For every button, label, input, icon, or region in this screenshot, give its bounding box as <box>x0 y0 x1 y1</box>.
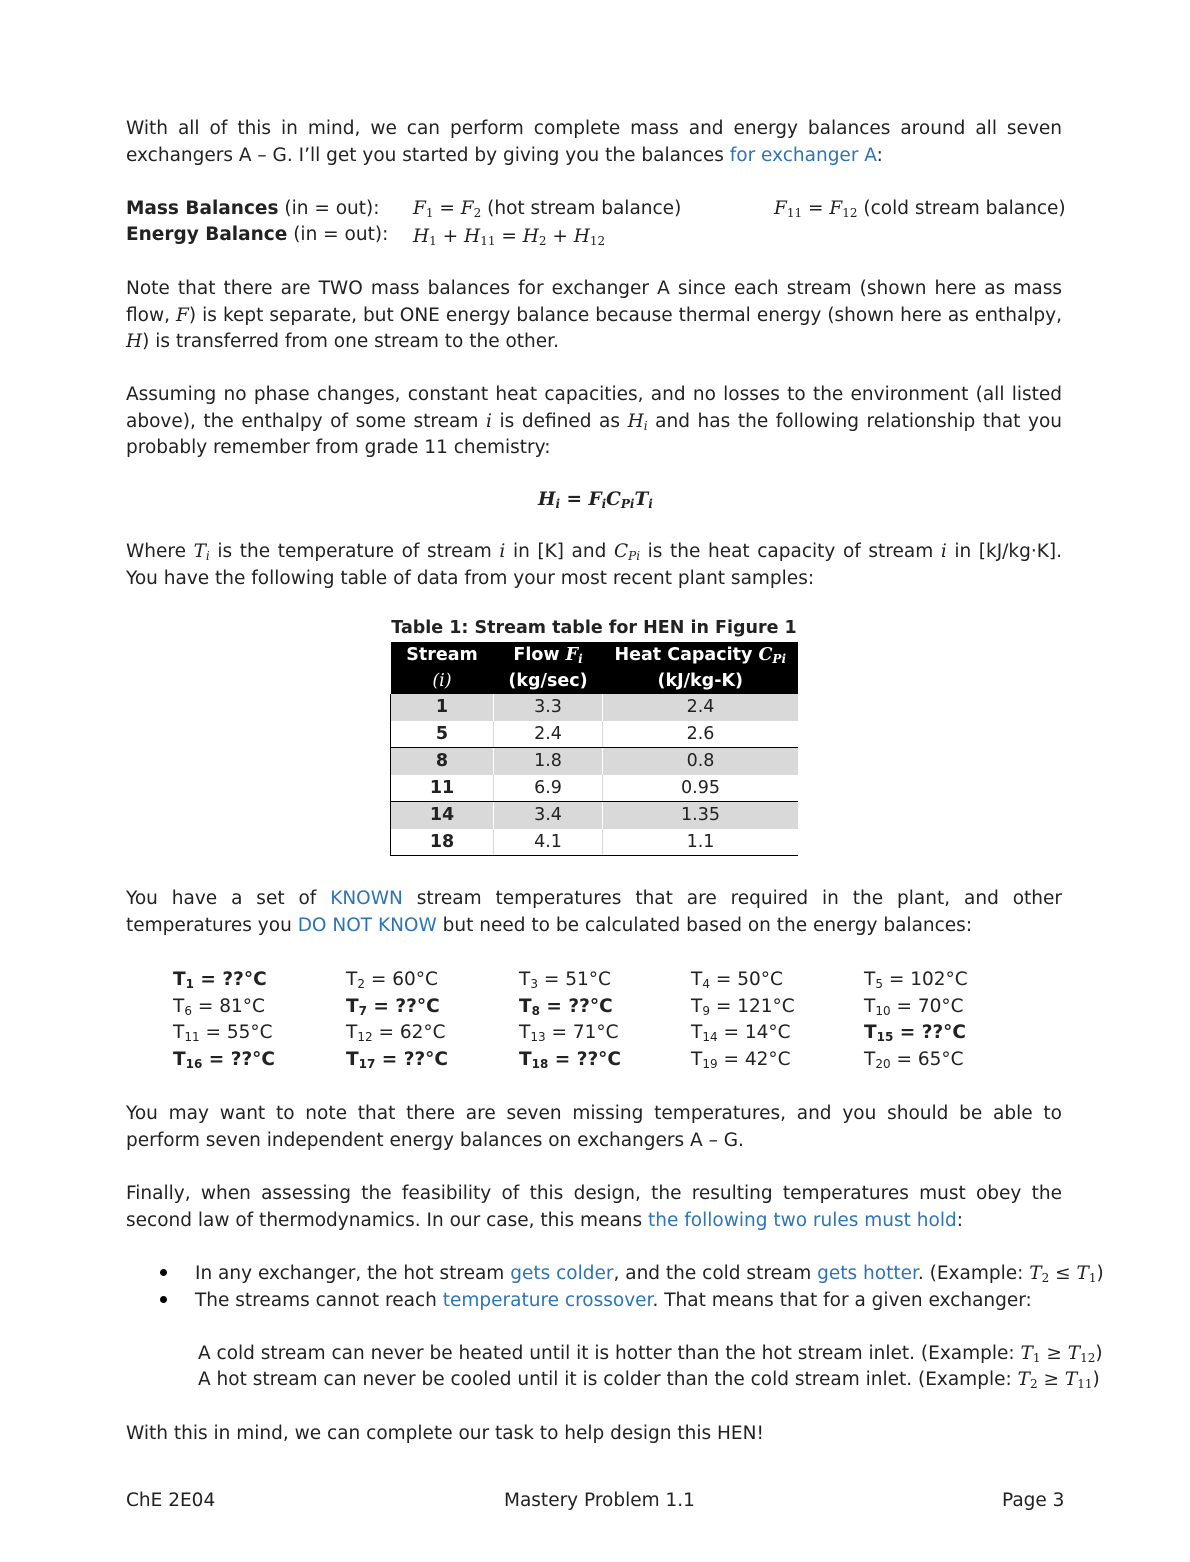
temperature-T12: $T_{12} = 62^\circ C$ <box>346 1022 446 1044</box>
enthalpy-part-a: Assuming no phase changes, constant heat capacities, and no losses to the environment (all listed above), the enthalpy of some stream <box>126 384 1062 432</box>
closing-paragraph: With this in mind, we can complete our task to help design this HEN! <box>126 1423 764 1444</box>
header-flow-label: Flow <box>513 645 560 665</box>
cell-flow: 4.1 <box>494 829 603 856</box>
temperature-T5: $T_5 = 102^\circ C$ <box>864 969 968 991</box>
cell-cp: 1.1 <box>603 829 799 856</box>
intro-text: With all of this in mind, we can perform complete mass and energy balances around all seven exchangers A – G. I’ll get you started by giving you the balances <box>126 118 1062 166</box>
energy-label-rest: (in = out): <box>287 224 389 245</box>
temperature-T20: $T_{20} = 65^\circ C$ <box>864 1048 964 1071</box>
header-stream: Stream (i) <box>391 642 494 694</box>
temperature-T2: $T_2 = 60^\circ C$ <box>346 969 438 991</box>
b1-text-c: . (Example: <box>917 1263 1030 1284</box>
enthalpy-paragraph: Assuming no phase changes, constant heat capacities, and no losses to the environment (all listed above), the enthalpy of some stream i is defined as $H_i$ and has the following relationship that you probably remember from grade 11 chemistry: <box>126 384 1063 458</box>
bullet-icon <box>160 1296 167 1303</box>
table-row <box>391 748 799 775</box>
gets-colder-highlight: gets colder <box>510 1263 614 1284</box>
second-law-text: Finally, when assessing the feasibility of this design, the resulting temperatures must obey the second law of thermodynamics. In our case, this means <box>126 1183 1062 1231</box>
energy-balance-label <box>126 222 388 248</box>
table-row <box>391 694 799 721</box>
temperature-T15: $T_{15}$ = ??°C <box>864 1022 967 1044</box>
where-part-b: is the temperature of stream <box>209 541 500 562</box>
temperature-T4: $T_4 = 50^\circ C$ <box>691 969 783 991</box>
temperature-T9: $T_9 = 121^\circ C$ <box>691 995 795 1018</box>
stream-table <box>390 642 798 856</box>
cell-cp: 0.95 <box>603 775 799 802</box>
note-part-b: ) is kept separate, but ONE energy balance because thermal energy (shown here as enthalpy, <box>188 304 1062 326</box>
table-row <box>391 802 799 829</box>
temperature-T6: $T_6 = 81^\circ C$ <box>173 995 265 1018</box>
temperature-T14: $T_{14} = 14^\circ C$ <box>691 1022 791 1044</box>
known-part-b: stream temperatures that are required in the plant, and other temperatures you <box>126 888 1062 936</box>
known-part-c: but need to be calculated based on the energy balances: <box>436 914 973 936</box>
rule-cold-stream: A cold stream can never be heated until it is hotter than the hot stream inlet. (Example: $T_1 \ge T_{12}$) <box>198 1343 1103 1365</box>
cell-cp: 1.35 <box>603 802 799 829</box>
header-cp-label: Heat Capacity <box>614 645 753 665</box>
temperature-T13: $T_{13} = 71^\circ C$ <box>519 1022 619 1044</box>
footer-course: ChE 2E04 <box>126 1490 216 1511</box>
two-rules-highlight: the following two rules must hold <box>648 1209 957 1231</box>
b2-text-a: The streams cannot reach <box>195 1290 443 1311</box>
where-paragraph: Where $T_i$ is the temperature of stream i in [K] and $C_{Pi}$ is the heat capacity of stream i in [kJ/kg·K]. You have the following table of data from your most recent plant samples: <box>126 541 1062 589</box>
where-part-c: in [K] and <box>505 541 614 562</box>
cell-stream: 11 <box>391 775 494 802</box>
cell-stream: 18 <box>391 829 494 856</box>
table-row <box>391 721 799 748</box>
enthalpy-equation: $H_i = F_iC_{Pi}T_i$ <box>538 489 653 511</box>
rule1-text: A cold stream can never be heated until it is hotter than the hot stream inlet. (Example: <box>198 1343 1021 1364</box>
table-row <box>391 775 799 802</box>
b2-text-b: . That means that for a given exchanger: <box>652 1290 1032 1311</box>
bullet-item-crossover <box>160 1288 1032 1315</box>
cell-cp: 0.8 <box>603 748 799 775</box>
cell-flow: 6.9 <box>494 775 603 802</box>
cell-stream: 8 <box>391 748 494 775</box>
intro-end: : <box>876 144 883 166</box>
cell-cp: 2.6 <box>603 721 799 748</box>
temperature-T1: $T_1$ = ??°C <box>173 969 267 991</box>
mass-label-bold: Mass Balances <box>126 198 279 219</box>
footer-page-number: Page 3 <box>1002 1490 1065 1511</box>
cell-flow: 1.8 <box>494 748 603 775</box>
b1-text-a: In any exchanger, the hot stream <box>195 1263 511 1284</box>
temperature-T10: $T_{10} = 70^\circ C$ <box>864 995 964 1018</box>
where-part-d: is the heat capacity of stream <box>640 541 941 562</box>
temperature-T18: $T_{18}$ = ??°C <box>519 1048 622 1071</box>
known-part-a: You have a set of <box>126 888 331 909</box>
second-law-paragraph <box>126 1181 1062 1234</box>
cell-stream: 1 <box>391 694 494 721</box>
footer-title: Mastery Problem 1.1 <box>504 1490 695 1511</box>
gets-hotter-highlight: gets hotter <box>817 1263 918 1284</box>
header-stream-label: Stream <box>406 645 478 665</box>
mass-energy-note: Note that there are TWO mass balances for exchanger A since each stream (shown here as mass flow, F) is kept separate, but ONE energy balance because thermal energy (shown here as enthalpy, H) is transferred from one stream to the other. <box>126 278 1062 352</box>
hot-note: (hot stream balance) <box>487 198 682 219</box>
header-cp-unit: (kJ/kg-K) <box>657 671 744 691</box>
where-part-a: Where <box>126 541 194 562</box>
cell-cp: 2.4 <box>603 694 799 721</box>
rule-hot-stream: A hot stream can never be cooled until it is colder than the cold stream inlet. (Example: $T_2 \ge T_{11}$) <box>198 1369 1100 1391</box>
table-caption: Table 1: Stream table for HEN in Figure 1 <box>391 618 797 638</box>
energy-balance-equation: $H_1 + H_{11} = H_2 + H_{12}$ <box>413 226 606 248</box>
second-law-end: : <box>956 1209 963 1231</box>
cell-stream: 5 <box>391 721 494 748</box>
cell-flow: 3.4 <box>494 802 603 829</box>
table-row <box>391 829 799 856</box>
temperature-T8: $T_8$ = ??°C <box>519 995 613 1018</box>
mass-label-rest: (in = out): <box>278 198 380 219</box>
exchanger-a-link: for exchanger A <box>729 144 877 166</box>
temperature-T16: $T_{16}$ = ??°C <box>173 1048 276 1071</box>
bullet-icon <box>160 1269 167 1276</box>
enthalpy-part-b: is defined as <box>491 410 628 432</box>
cell-flow: 3.3 <box>494 694 603 721</box>
cell-stream: 14 <box>391 802 494 829</box>
missing-temps-paragraph: You may want to note that there are seven missing temperatures, and you should be able to perform seven independent energy balances on exchangers A – G. <box>126 1103 1062 1151</box>
known-highlight: KNOWN <box>330 888 403 909</box>
b1-text-b: , and the cold stream <box>613 1263 818 1284</box>
crossover-highlight: temperature crossover <box>442 1290 653 1311</box>
cold-note: (cold stream balance) <box>863 198 1066 219</box>
intro-paragraph <box>126 116 1062 169</box>
note-part-c: ) is transferred from one stream to the other. <box>142 331 559 352</box>
header-flow-unit: (kg/sec) <box>508 671 588 691</box>
where-part-e: in [kJ/kg·K]. You have the following table of data from your most recent plant samples: <box>126 541 1062 589</box>
bullet-item-colder-hotter: In any exchanger, the hot stream gets colder, and the cold stream gets hotter. (Example: $T_2 \le T_1$) <box>160 1261 1104 1288</box>
enthalpy-part-c: and has the following relationship that you probably remember from grade 11 chemistry: <box>126 410 1063 458</box>
known-unknown-paragraph <box>126 886 1062 939</box>
cell-flow: 2.4 <box>494 721 603 748</box>
cold-stream-balance: $F_{11} = F_{12}$ (cold stream balance) <box>774 198 1066 220</box>
hot-stream-balance: $F_1 = F_2$ (hot stream balance) <box>413 198 682 220</box>
temperature-T7: $T_7$ = ??°C <box>346 995 440 1018</box>
do-not-know-highlight: DO NOT KNOW <box>297 914 437 936</box>
note-part-a: Note that there are TWO mass balances for exchanger A since each stream (shown here as mass flow, <box>126 278 1062 326</box>
header-flow: Flow $F_i$ (kg/sec) <box>494 642 603 694</box>
rule2-text: A hot stream can never be cooled until it is colder than the cold stream inlet. (Example: <box>198 1369 1018 1390</box>
temperature-T11: $T_{11} = 55^\circ C$ <box>173 1022 273 1044</box>
mass-balance-label <box>126 196 379 222</box>
header-cp: Heat Capacity $C_{Pi}$ (kJ/kg-K) <box>603 642 799 694</box>
temperature-T17: $T_{17}$ = ??°C <box>346 1048 449 1071</box>
temperature-T19: $T_{19} = 42^\circ C$ <box>691 1048 791 1071</box>
energy-label-bold: Energy Balance <box>126 224 288 245</box>
temperature-T3: $T_3 = 51^\circ C$ <box>519 969 611 991</box>
